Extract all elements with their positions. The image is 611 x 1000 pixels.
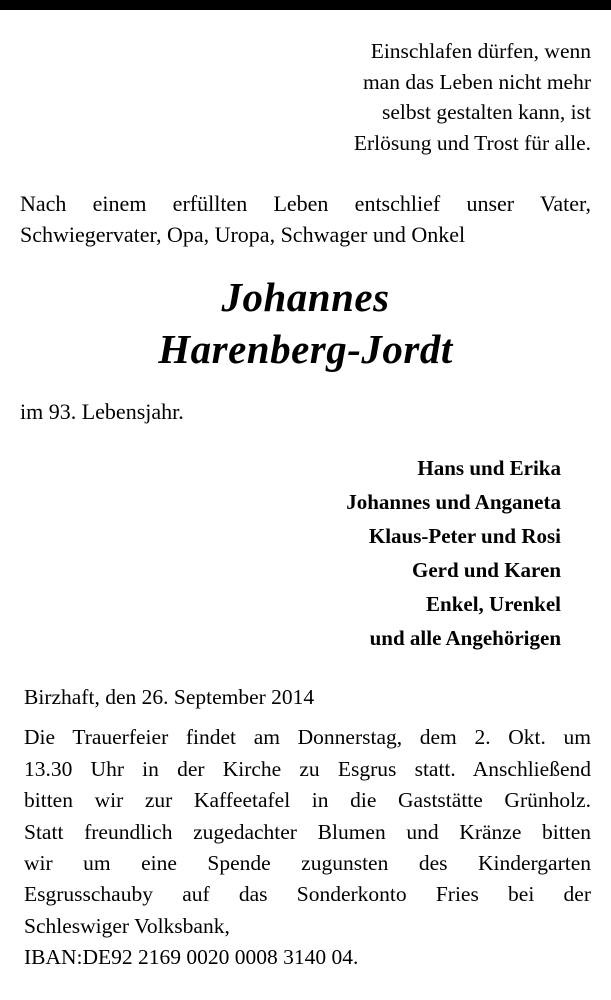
details-line-2: 13.30 Uhr in der Kirche zu Esgrus statt. Anschließend — [24, 756, 591, 781]
intro-line-1: Nach einem erfüllten Leben entschlief unser Vater, — [20, 191, 591, 217]
funeral-details — [24, 722, 591, 973]
details-line-1: Die Trauerfeier findet am Donnerstag, dem 2. Okt. um — [24, 725, 591, 750]
epitaph-line-3: selbst gestalten kann, ist — [382, 100, 591, 125]
epitaph-line-2: man das Leben nicht mehr — [362, 69, 591, 94]
epitaph-verse — [20, 36, 591, 158]
family-line-6: und alle Angehörigen — [369, 626, 561, 651]
details-line-3: bitten wir zur Kaffeetafel in die Gaststätte Grünholz. — [24, 788, 591, 813]
family-line-1: Hans und Erika — [417, 456, 561, 481]
deceased-name — [20, 273, 591, 374]
place-and-date: Birzhaft, den 26. September 2014 — [24, 685, 315, 710]
details-line-7: Schleswiger Volksbank, — [24, 913, 230, 938]
deceased-first-name: Johannes — [221, 273, 390, 320]
epitaph-line-4: Erlösung und Trost für alle. — [353, 130, 591, 155]
family-line-3: Klaus-Peter und Rosi — [368, 524, 561, 549]
details-line-4: Statt freundlich zugedachter Blumen und Kränze bitten — [24, 819, 591, 844]
deceased-last-name: Harenberg-Jordt — [158, 325, 453, 372]
family-list — [20, 451, 591, 655]
family-line-4: Gerd und Karen — [412, 558, 561, 583]
details-line-6: Esgrusschauby auf das Sonderkonto Fries bei der — [24, 882, 591, 907]
details-line-8: IBAN:DE92 2169 0020 0008 3140 04. — [24, 945, 359, 969]
family-line-2: Johannes und Anganeta — [346, 490, 561, 515]
obituary-content — [0, 10, 611, 973]
top-border-rule — [0, 0, 611, 10]
intro-line-2: Schwiegervater, Opa, Uropa, Schwager und Onkel — [20, 222, 466, 248]
details-line-5: wir um eine Spende zugunsten des Kindergarten — [24, 850, 591, 875]
intro-text — [20, 188, 591, 250]
family-line-5: Enkel, Urenkel — [426, 592, 561, 617]
age-text: im 93. Lebensjahr. — [20, 399, 184, 425]
epitaph-line-1: Einschlafen dürfen, wenn — [370, 39, 591, 63]
